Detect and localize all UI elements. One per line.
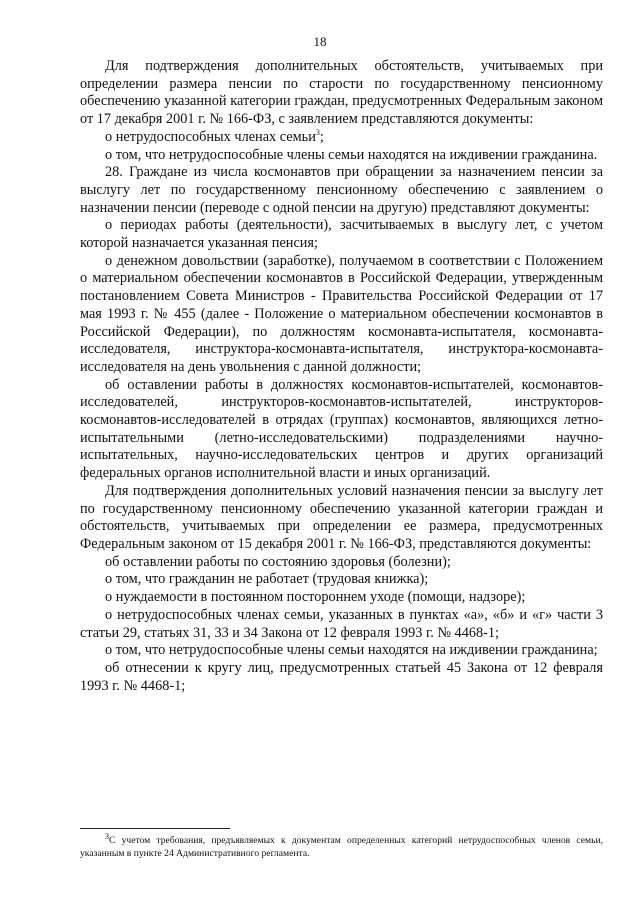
paragraph — [80, 660, 603, 695]
paragraph — [80, 571, 603, 589]
paragraph-text: 28. Граждане из числа космонавтов при обращении за назначением пенсии за выслугу лет по государственному пенсионному обеспечению с заявлением о назначении пенсии (переводе с одной пенсии на другую) представляют документы: — [80, 164, 603, 216]
paragraph — [80, 147, 603, 165]
paragraph — [80, 253, 603, 377]
paragraph-text: о том, что нетрудоспособные члены семьи находятся на иждивении гражданина. — [105, 146, 598, 163]
paragraph-text: об оставлении работы в должностях космонавтов-испытателей, космонавтов-исследователей, инструкторов-космонавтов-испытателей, инструкторов-космонавтов-исследователей в отрядах (группах) космонавтов, являющихся летно-испытательными (летно-исследовательскими) подразделениями научно-испытательных, научно-исследовательских центров и других организаций федеральных органов исполнительной власти и иных организаций. — [80, 376, 603, 482]
paragraph — [80, 589, 603, 607]
paragraph-text: о нетрудоспособных членах семьи, указанных в пунктах «а», «б» и «г» части 3 статьи 29, статьях 31, 33 и 34 Закона от 12 февраля 1993 г. № 4468-1; — [80, 606, 603, 641]
paragraph — [80, 607, 603, 642]
paragraph-text: Для подтверждения дополнительных обстоятельств, учитываемых при определении размера пенсии по старости по государственному пенсионному обеспечению указанной категории граждан, предусмотренных Федеральным законом от 17 декабря 2001 г. № 166-ФЗ, с заявлением представляются документы: — [80, 58, 603, 128]
paragraph-text: о том, что нетрудоспособные члены семьи находятся на иждивении гражданина; — [105, 642, 598, 659]
footnote-text: С учетом требования, предъявляемых к документам определенных категорий нетрудоспособных членов семьи, указанным в пункте 24 Административного регламента. — [80, 835, 603, 859]
paragraph — [80, 642, 603, 660]
footnote-paragraph — [80, 831, 603, 860]
body-text — [80, 58, 603, 695]
paragraph-text: об оставлении работы по состоянию здоровья (болезни); — [105, 553, 451, 570]
paragraph — [80, 217, 603, 252]
paragraph-text: о том, что гражданин не работает (трудовая книжка); — [105, 571, 429, 588]
footnote-divider — [80, 828, 230, 829]
paragraph — [80, 483, 603, 554]
paragraph — [80, 377, 603, 483]
paragraph — [80, 554, 603, 572]
paragraph-text: о денежном довольствии (заработке), получаемом в соответствии с Положением о материальном обеспечении космонавтов в Российской Федерации, утвержденным постановлением Совета Министров - Правительства Российской Федерации от 17 мая 1993 г. № 455 (далее - Положение о материальном обеспечении космонавтов в Российской Федерации), по должностям космонавта-испытателя, космонавта-исследователя, инструктора-космонавта-испытателя, инструктора-космонавта-исследователя на день увольнения с данной должности; — [80, 252, 603, 375]
paragraph — [80, 129, 603, 147]
footnote-reference: 3 — [315, 128, 320, 138]
footnote-marker: 3 — [105, 831, 109, 841]
page-number: 18 — [313, 34, 327, 49]
paragraph-text: Для подтверждения дополнительных условий назначения пенсии за выслугу лет по государственному пенсионному обеспечению указанной категории граждан и обстоятельств, учитываемых при определении ее размера, предусмотренных Федеральным законом от 15 декабря 2001 г. № 166-ФЗ, представляются документы: — [80, 482, 603, 552]
paragraph-text-tail: ; — [319, 128, 324, 145]
paragraph — [80, 58, 603, 129]
paragraph-text: о нуждаемости в постоянном постороннем уходе (помощи, надзоре); — [105, 589, 526, 606]
footnote — [80, 831, 603, 860]
paragraph — [80, 164, 603, 217]
paragraph-text: о периодах работы (деятельности), засчитываемых в выслугу лет, с учетом которой назначается указанная пенсия; — [80, 217, 603, 252]
paragraph-text: об отнесении к кругу лиц, предусмотренных статьей 45 Закона от 12 февраля 1993 г. № 4468-1; — [80, 659, 603, 694]
paragraph-text: о нетрудоспособных членах семьи — [105, 128, 316, 145]
